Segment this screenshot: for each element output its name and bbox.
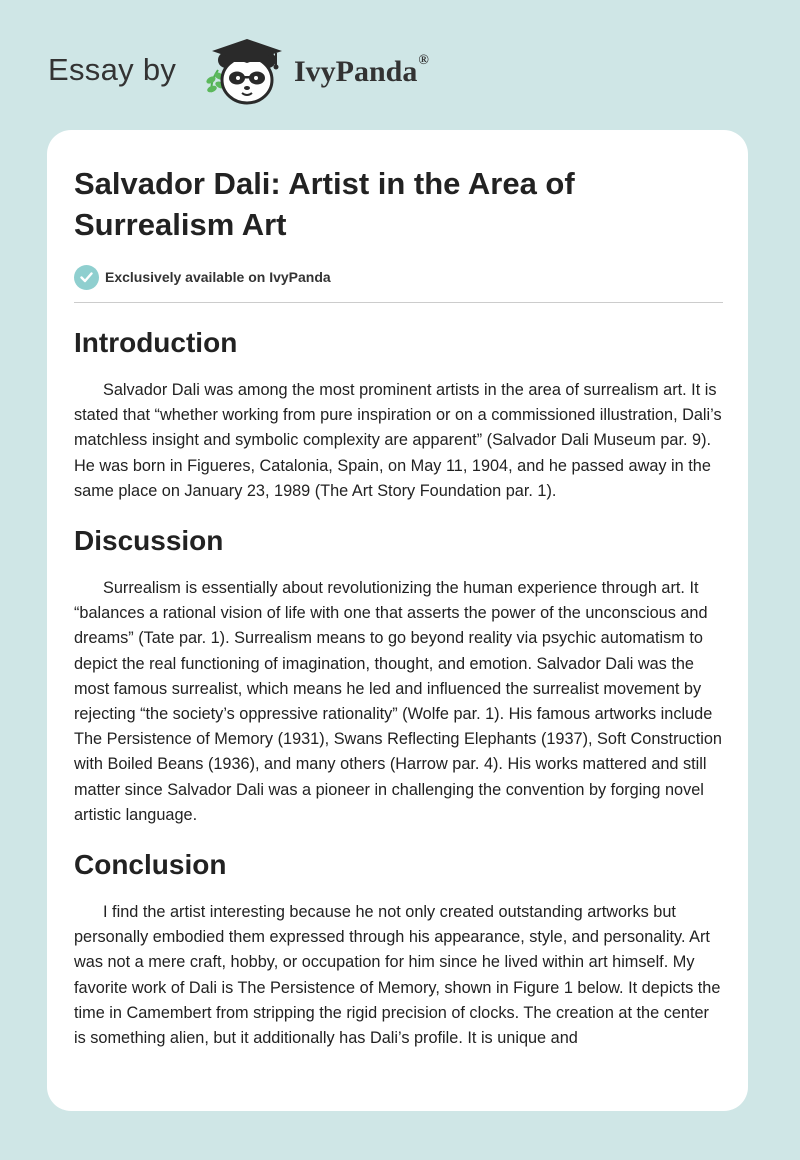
section-heading: Conclusion [74, 849, 227, 881]
site-header [0, 0, 800, 130]
registered-mark: ® [418, 53, 429, 68]
section-paragraph: Surrealism is essentially about revolutionizing the human experience through art. It “balances a rational vision of life with one that asserts the power of the unconscious and dreams” (Tate par. 1). Surrealism means to go beyond reality via psychic automatism to depict the real functioning of imagination, thought, and emotion. Salvador Dali was the most famous surrealist, which means he led and influenced the surrealist movement by rejecting “the society’s oppressive rationality” (Wolfe par. 1). His famous artworks include The Persistence of Memory (1931), Swans Reflecting Elephants (1937), Soft Construction with Boiled Beans (1936), and many others (Harrow par. 4). His works mattered and still matter since Salvador Dali was a pioneer in challenging the convention by forging novel artistic language. [74, 579, 722, 824]
section-conclusion [74, 847, 724, 1051]
brand-prefix: Essay by [48, 52, 177, 87]
exclusive-badge [74, 263, 331, 291]
badge-label: Exclusively available on IvyPanda [105, 269, 331, 285]
essay-title: Salvador Dali: Artist in the Area of Surrealism Art [74, 166, 575, 242]
divider [74, 302, 723, 303]
essay-body [74, 325, 724, 1070]
section-introduction [74, 325, 724, 504]
section-paragraph: Salvador Dali was among the most prominent artists in the area of surrealism art. It is stated that “whether working from pure inspiration or on a commissioned illustration, Dali’s matchless insight and symbolic complexity are apparent” (Salvador Dali Museum par. 9). He was born in Figueres, Catalonia, Spain, on May 11, 1904, and he passed away in the same place on January 23, 1989 (The Art Story Foundation par. 1). [74, 381, 722, 500]
section-heading: Discussion [74, 525, 224, 557]
section-discussion [74, 523, 724, 828]
section-paragraph: I find the artist interesting because he not only created outstanding artworks but personally embodied them expressed through his appearance, style, and personality. Art was not a mere craft, hobby, or occupation for him since he lived within art himself. My favorite work of Dali is The Persistence of Memory, shown in Figure 1 below. It depicts the time in Camembert from stripping the rigid precision of clocks. The creation at the center is something alien, but it additionally has Dali’s profile. It is unique and [74, 903, 721, 1048]
brand-name[interactable] [294, 55, 429, 89]
brand-name-text: IvyPanda [294, 55, 418, 88]
section-heading: Introduction [74, 327, 238, 358]
check-icon [74, 265, 99, 290]
essay-card [47, 130, 748, 1111]
panda-graduate-logo-icon[interactable] [202, 36, 292, 108]
